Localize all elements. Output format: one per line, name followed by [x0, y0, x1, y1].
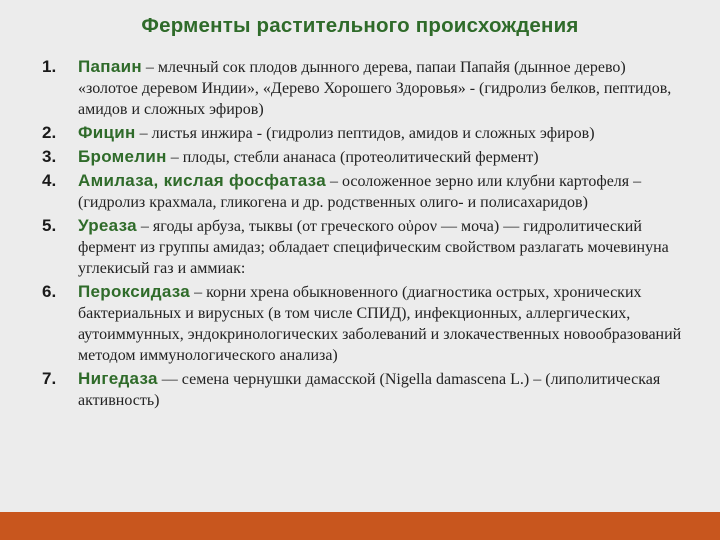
- enzyme-name: Пероксидаза: [78, 282, 191, 301]
- enzyme-name: Уреаза: [78, 216, 137, 235]
- list-item: [42, 146, 682, 168]
- item-number: 6.: [42, 282, 57, 301]
- enzyme-list: [42, 56, 682, 413]
- enzyme-name: Фицин: [78, 123, 136, 142]
- list-item: [42, 170, 682, 213]
- enzyme-description: – млечный сок плодов дынного дерева, папаи Папайя (дынное дерево) «золотое деревом Индии», «Дерево Хорошего Здоровья» - (гидролиз белков, пептидов, амидов и сложных эфиров): [78, 59, 672, 118]
- list-item: [42, 215, 682, 279]
- enzyme-name: Амилаза, кислая фосфатаза: [78, 171, 326, 190]
- item-number: 1.: [42, 57, 57, 76]
- enzyme-description: – плоды, стебли ананаса (протеолитический фермент): [166, 149, 539, 166]
- item-number: 5.: [42, 216, 57, 235]
- enzyme-description: – корни хрена обыкновенного (диагностика острых, хронических бактериальных и вирусных (в том числе СПИД), инфекционных, аллергических, аутоиммунных, эндокринологических заболеваний и злокачественных новообразований методом иммунологического анализа): [78, 284, 682, 364]
- enzyme-description: – ягоды арбуза, тыквы (от греческого οὐρον — моча) — гидролитический фермент из группы амидаз; обладает специфическим свойством разлагать мочевинуна углекисый газ и аммиак:: [78, 218, 669, 277]
- slide-title: Ферменты растительного происхождения: [141, 14, 579, 37]
- enzyme-name: Бромелин: [78, 147, 167, 166]
- list-item: [42, 368, 682, 411]
- enzyme-description: – листья инжира - (гидролиз пептидов, амидов и сложных эфиров): [135, 125, 595, 142]
- list-item: [42, 281, 682, 366]
- item-number: 4.: [42, 171, 57, 190]
- item-number: 7.: [42, 369, 57, 388]
- enzyme-description: — семена чернушки дамасской (Nigella damascena L.) – (липолитическая активность): [78, 371, 661, 409]
- enzyme-name: Нигедаза: [78, 369, 158, 388]
- item-number: 3.: [42, 147, 57, 166]
- enzyme-description: – осоложенное зерно или клубни картофеля – (гидролиз крахмала, гликогена и др. родственных олиго- и полисахаридов): [78, 173, 642, 211]
- item-number: 2.: [42, 123, 57, 142]
- enzyme-name: Папаин: [78, 57, 142, 76]
- list-item: [42, 122, 682, 144]
- list-item: [42, 56, 682, 120]
- footer-accent-bar: [0, 512, 720, 540]
